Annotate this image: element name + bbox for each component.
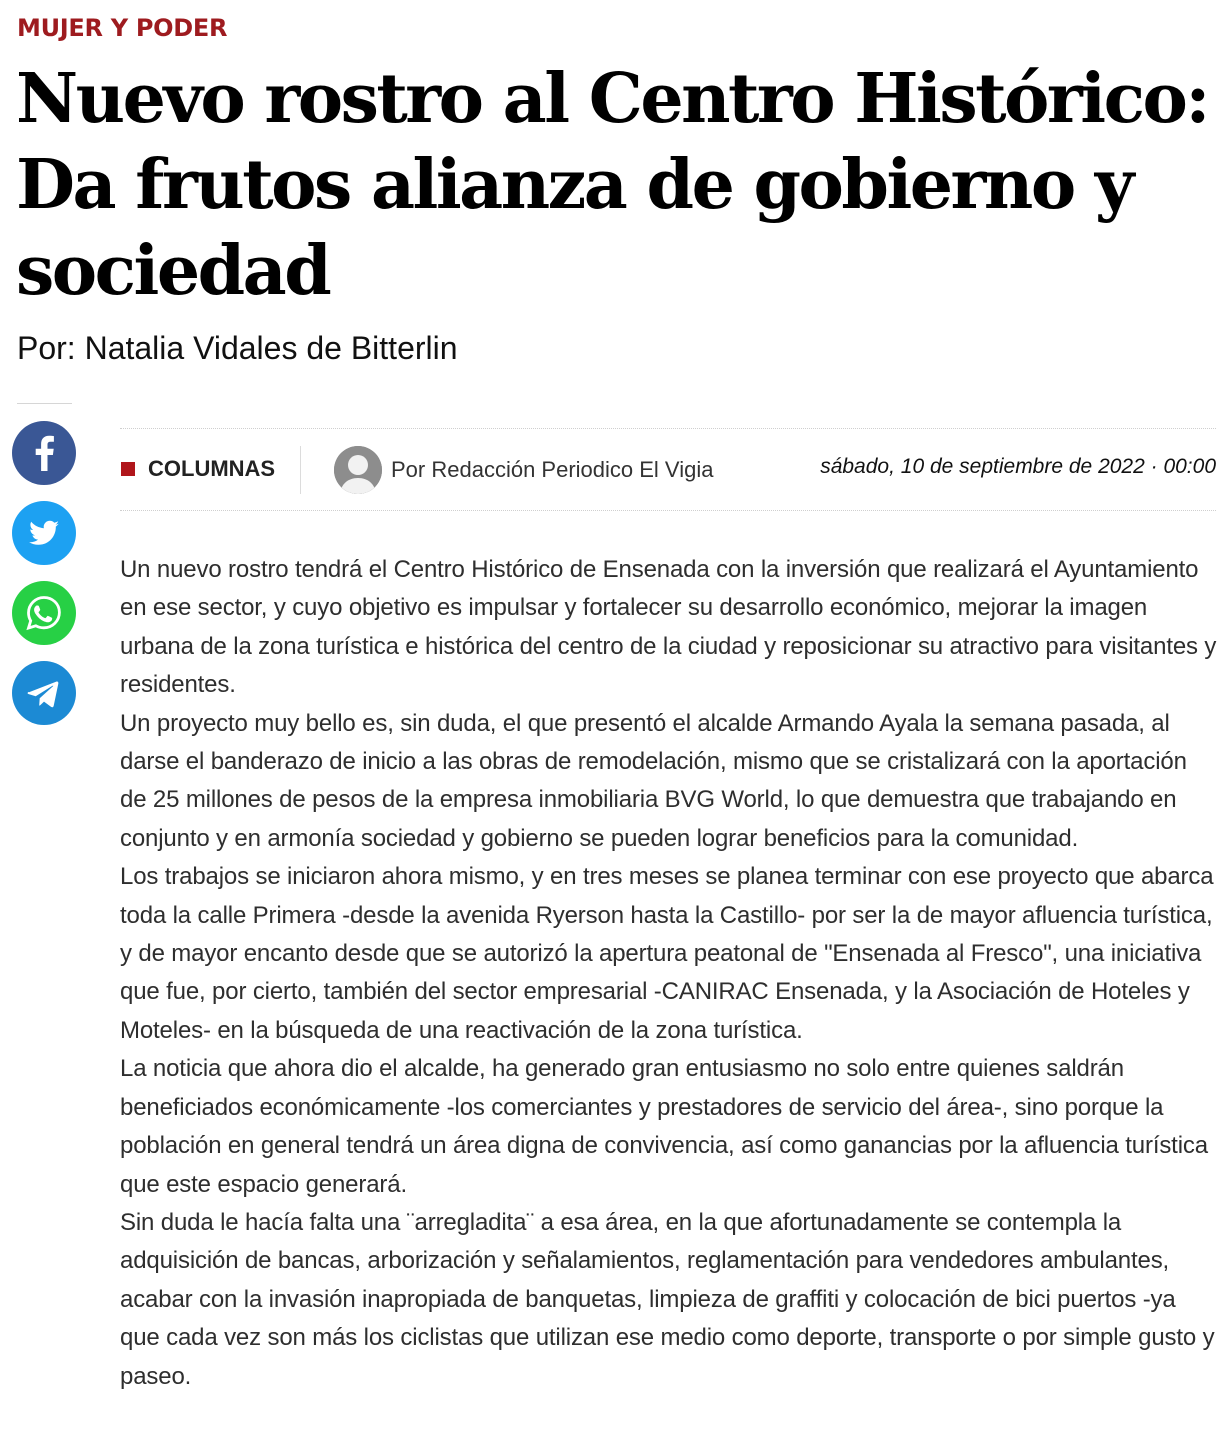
article-paragraph: La noticia que ahora dio el alcalde, ha generado gran entusiasmo no solo entre quienes saldrán beneficiados económicamente -los comerciantes y prestadores de servicio del área-, sino porque la población en general tendrá un área digna de convivencia, así como ganancias por la afluencia turística que este espacio generará. <box>120 1055 1208 1198</box>
category-link[interactable]: COLUMNAS <box>148 456 276 481</box>
article-paragraph: Un proyecto muy bello es, sin duda, el que presentó el alcalde Armando Ayala la semana pasada, al darse el banderazo de inicio a las obras de remodelación, mismo que se cristalizará con la aportación de 25 millones de pesos de la empresa inmobiliaria BVG World, lo que demuestra que trabajando en conjunto y en armonía sociedad y gobierno se pueden lograr beneficios para la comunidad. <box>120 709 1187 852</box>
user-avatar-icon <box>334 446 382 494</box>
author-link[interactable]: Por Redacción Periodico El Vigia <box>391 457 714 482</box>
meta-bottom-divider <box>120 510 1216 511</box>
telegram-icon <box>12 661 76 725</box>
facebook-icon <box>12 421 76 485</box>
whatsapp-icon <box>12 581 76 645</box>
article-byline: Por: Natalia Vidales de Bitterlin <box>17 330 458 366</box>
meta-top-divider <box>120 428 1216 429</box>
share-twitter-button[interactable] <box>12 501 76 565</box>
share-facebook-button[interactable] <box>12 421 76 485</box>
section-kicker[interactable]: MUJER Y PODER <box>17 14 228 42</box>
avatar <box>334 446 382 494</box>
publish-date: sábado, 10 de septiembre de 2022 · 00:00 <box>820 455 1216 478</box>
twitter-icon <box>12 501 76 565</box>
share-whatsapp-button[interactable] <box>12 581 76 645</box>
share-telegram-button[interactable] <box>12 661 76 725</box>
article-title: Nuevo rostro al Centro Histórico: Da frutos alianza de gobierno y sociedad <box>16 59 1208 311</box>
meta-separator <box>300 446 301 494</box>
category-marker <box>121 462 135 476</box>
article-body <box>120 551 1218 1396</box>
divider <box>17 403 72 404</box>
article-paragraph: Sin duda le hacía falta una ¨arregladita¨ a esa área, en la que afortunadamente se contempla la adquisición de bancas, arborización y señalamientos, reglamentación para vendedores ambulantes, acabar con la invasión inapropiada de banquetas, limpieza de graffiti y colocación de bici puertos -ya que cada vez son más los ciclistas que utilizan ese medio como deporte, transporte o por simple gusto y paseo. <box>120 1208 1215 1390</box>
article-paragraph: Un nuevo rostro tendrá el Centro Histórico de Ensenada con la inversión que realizará el Ayuntamiento en ese sector, y cuyo objetivo es impulsar y fortalecer su desarrollo económico, mejorar la imagen urbana de la zona turística e histórica del centro de la ciudad y reposicionar su atractivo para visitantes y residentes. <box>120 556 1217 699</box>
article-paragraph: Los trabajos se iniciaron ahora mismo, y en tres meses se planea terminar con ese proyecto que abarca toda la calle Primera -desde la avenida Ryerson hasta la Castillo- por ser la de mayor afluencia turística, y de mayor encanto desde que se autorizó la apertura peatonal de "Ensenada al Fresco", una iniciativa que fue, por cierto, también del sector empresarial -CANIRAC Ensenada, y la Asociación de Hoteles y Moteles- en la búsqueda de una reactivación de la zona turística. <box>120 863 1214 1044</box>
